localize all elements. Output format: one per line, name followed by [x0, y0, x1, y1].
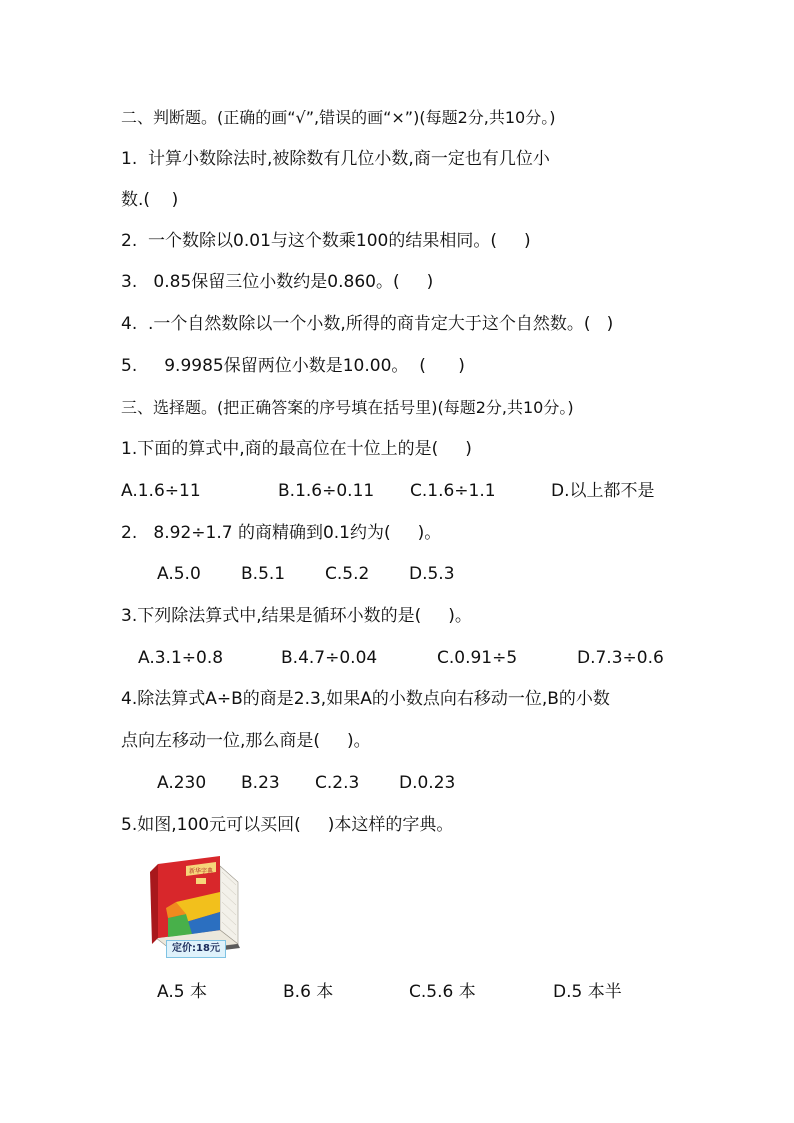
choice-q1-option-d: D.以上都不是 [551, 481, 655, 501]
judge-question-1-line-2: 数.( ) [121, 190, 179, 210]
judge-question-5: 5. 9.9985保留两位小数是10.00。 ( ) [121, 356, 465, 376]
choice-q3-option-b: B.4.7÷0.04 [281, 648, 378, 668]
choice-q5-option-a: A.5 本 [157, 982, 207, 1002]
choice-q2-option-d: D.5.3 [409, 564, 455, 584]
choice-question-5: 5.如图,100元可以买回( )本这样的字典。 [121, 815, 454, 835]
judge-question-3: 3. 0.85保留三位小数约是0.860。( ) [121, 272, 434, 292]
choice-q5-option-b: B.6 本 [283, 982, 334, 1002]
choice-q2-option-c: C.5.2 [325, 564, 370, 584]
choice-q1-option-c: C.1.6÷1.1 [410, 481, 496, 501]
judge-question-1-line-1: 1. 计算小数除法时,被除数有几位小数,商一定也有几位小 [121, 149, 550, 169]
choice-question-3: 3.下列除法算式中,结果是循环小数的是( )。 [121, 606, 472, 626]
choice-q4-option-a: A.230 [157, 773, 207, 793]
choice-question-1: 1.下面的算式中,商的最高位在十位上的是( ) [121, 439, 472, 459]
book-title-text: 新华字典 [189, 868, 214, 875]
choice-q2-option-b: B.5.1 [241, 564, 286, 584]
choice-q1-option-a: A.1.6÷11 [121, 481, 201, 501]
judge-section-header: 二、判断题。(正确的画“√”,错误的画“×”)(每题2分,共10分。) [121, 108, 556, 127]
choice-q4-option-b: B.23 [241, 773, 280, 793]
choice-question-4-line-1: 4.除法算式A÷B的商是2.3,如果A的小数点向右移动一位,B的小数 [121, 689, 610, 709]
choice-section-header: 三、选择题。(把正确答案的序号填在括号里)(每题2分,共10分。) [121, 398, 574, 417]
choice-q2-option-a: A.5.0 [157, 564, 201, 584]
choice-q1-option-b: B.1.6÷0.11 [278, 481, 375, 501]
judge-question-4: 4. .一个自然数除以一个小数,所得的商肯定大于这个自然数。( ) [121, 314, 614, 334]
choice-q5-option-d: D.5 本半 [553, 982, 622, 1002]
choice-q3-option-d: D.7.3÷0.6 [577, 648, 664, 668]
choice-q3-option-c: C.0.91÷5 [437, 648, 518, 668]
choice-question-2: 2. 8.92÷1.7 的商精确到0.1约为( )。 [121, 523, 442, 543]
price-tag: 定价:18元 [166, 940, 226, 958]
choice-question-4-line-2: 点向左移动一位,那么商是( )。 [121, 731, 371, 751]
judge-question-2: 2. 一个数除以0.01与这个数乘100的结果相同。( ) [121, 231, 531, 251]
choice-q4-option-d: D.0.23 [399, 773, 456, 793]
choice-q4-option-c: C.2.3 [315, 773, 360, 793]
choice-q5-option-c: C.5.6 本 [409, 982, 476, 1002]
choice-q3-option-a: A.3.1÷0.8 [138, 648, 224, 668]
